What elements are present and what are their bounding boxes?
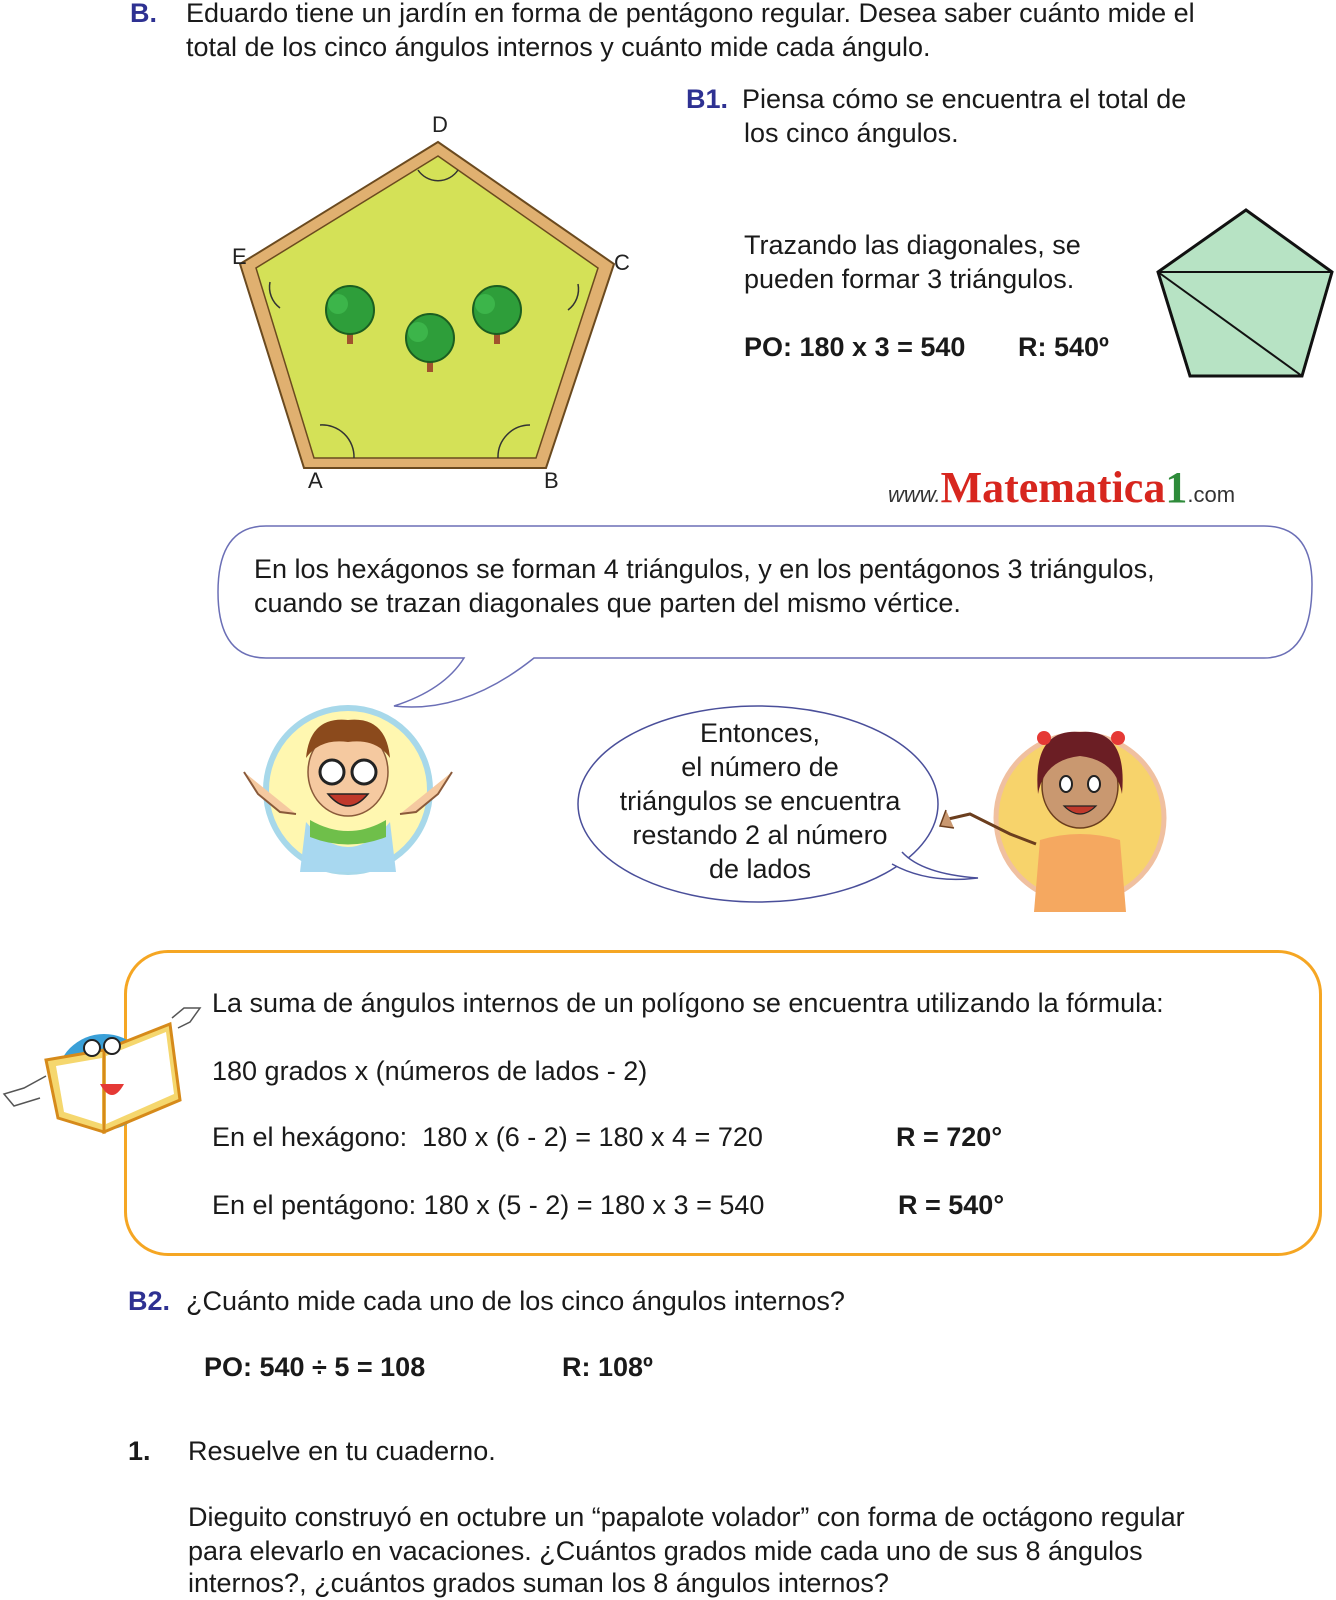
b1-diag-line1: Trazando las diagonales, se	[744, 230, 1081, 260]
exercise1-line3: internos?, ¿cuántos grados suman los 8 ángulos internos?	[188, 1568, 889, 1598]
watermark	[888, 462, 1235, 513]
bubble2-line1: Entonces,	[699, 718, 821, 748]
vertex-a-label: A	[308, 468, 323, 493]
vertex-d-label: D	[432, 112, 448, 137]
bubble1-line2: cuando se trazan diagonales que parten del mismo vértice.	[254, 588, 961, 618]
exercise1-instruction: Resuelve en tu cuaderno.	[188, 1436, 496, 1466]
girl-character	[940, 716, 1160, 916]
exercise1-label: 1.	[128, 1436, 151, 1466]
vertex-b-label: B	[544, 468, 559, 493]
b1-po: PO: 180 x 3 = 540	[744, 332, 966, 362]
bubble1-line1: En los hexágonos se forman 4 triángulos, y en los pentágonos 3 triángulos,	[254, 554, 1155, 584]
watermark-one: 1	[1165, 463, 1188, 512]
bubble2-line5: de lados	[708, 854, 812, 884]
formula-hexagon-result: R = 720°	[896, 1122, 1003, 1152]
book-mascot	[0, 1002, 200, 1152]
formula-pentagon: En el pentágono: 180 x (5 - 2) = 180 x 3 = 540	[212, 1190, 765, 1220]
boy-character	[236, 702, 466, 882]
exercise1-line1: Dieguito construyó en octubre un “papalote volador” con forma de octágono regular	[188, 1502, 1185, 1532]
formula-hexagon: En el hexágono: 180 x (6 - 2) = 180 x 4 = 720	[212, 1122, 763, 1152]
b1-diag-line2: pueden formar 3 triángulos.	[744, 264, 1075, 294]
b2-question: ¿Cuánto mide cada uno de los cinco ángulos internos?	[186, 1286, 845, 1316]
section-b-line1: Eduardo tiene un jardín en forma de pentágono regular. Desea saber cuánto mide el	[186, 0, 1195, 28]
b2-po: PO: 540 ÷ 5 = 108	[204, 1352, 426, 1382]
formula-expression: 180 grados x (números de lados - 2)	[212, 1056, 648, 1086]
watermark-name: Matematica	[940, 463, 1166, 512]
diagonal-pentagon	[1156, 208, 1336, 388]
bubble2-line3: triángulos se encuentra	[619, 786, 901, 816]
bubble2-line4: restando 2 al número	[632, 820, 888, 850]
b1-label: B1.	[686, 84, 729, 114]
exercise1-line2: para elevarlo en vacaciones. ¿Cuántos grados mide cada uno de sus 8 ángulos	[188, 1536, 1143, 1566]
b2-r: R: 108º	[562, 1352, 653, 1382]
b1-line2: los cinco ángulos.	[744, 118, 959, 148]
b1-line1: Piensa cómo se encuentra el total de	[742, 84, 1187, 114]
b2-label: B2.	[128, 1286, 171, 1316]
formula-intro: La suma de ángulos internos de un polígono se encuentra utilizando la fórmula:	[212, 988, 1164, 1018]
section-b-line2: total de los cinco ángulos internos y cuánto mide cada ángulo.	[186, 32, 931, 62]
b1-r: R: 540º	[1018, 332, 1109, 362]
formula-pentagon-result: R = 540°	[898, 1190, 1005, 1220]
watermark-www: www.	[888, 482, 941, 507]
bubble2-line2: el número de	[681, 752, 839, 782]
section-b-label: B.	[130, 0, 157, 28]
pentagon-garden	[240, 120, 680, 520]
vertex-e-label: E	[232, 244, 247, 269]
watermark-com: .com	[1187, 482, 1236, 507]
vertex-c-label: C	[614, 250, 630, 275]
